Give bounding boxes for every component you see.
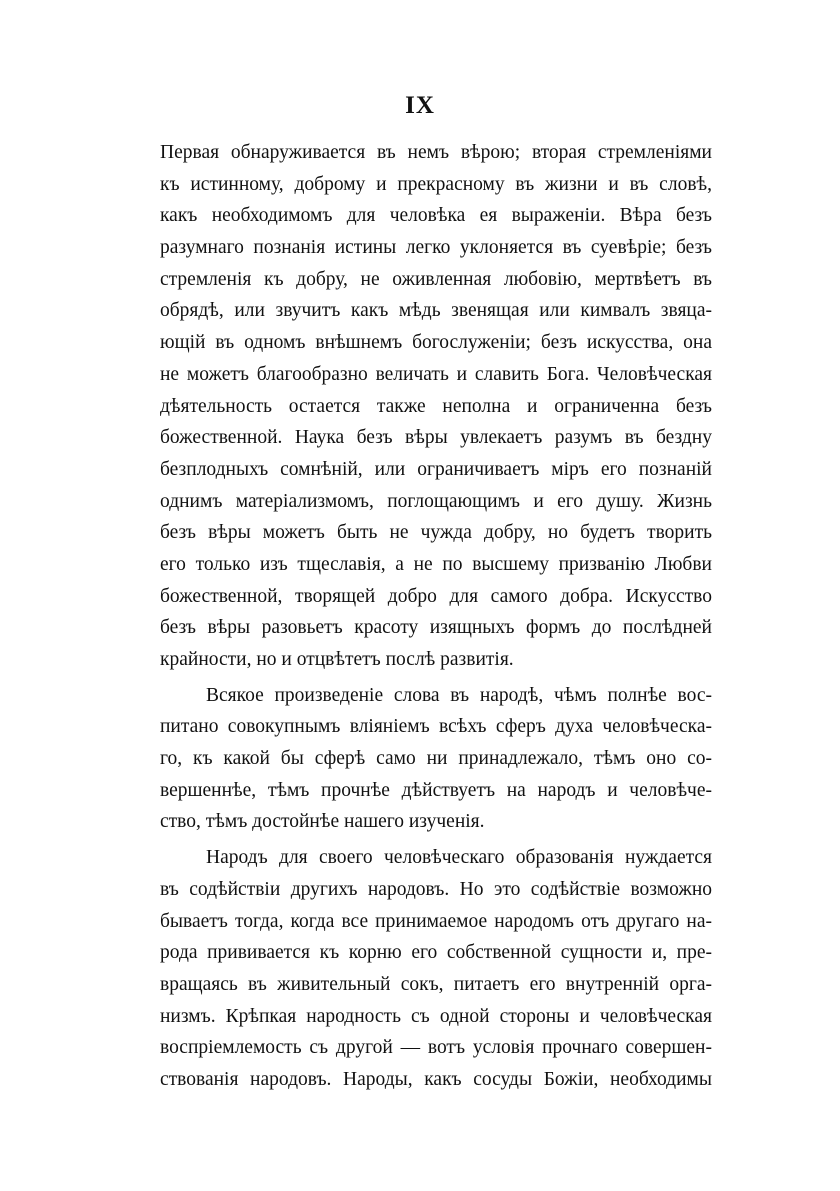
text-line: Всякое произведеніе слова въ народѣ, чѣмъ полнѣе вос- bbox=[206, 684, 712, 706]
paragraph-1 bbox=[160, 137, 712, 676]
paragraph-3 bbox=[160, 842, 712, 1096]
text-line: божественной. Наука безъ вѣры увлекаетъ разумъ въ бездну bbox=[160, 427, 712, 449]
text-line: го, къ какой бы сферѣ само ни принадлежало, тѣмъ оно со- bbox=[160, 748, 712, 770]
text-line: однимъ матеріализмомъ, поглощающимъ и его душу. Жизнь bbox=[160, 490, 712, 512]
text-line: безплодныхъ сомнѣній, или ограничиваетъ міръ его познаній bbox=[160, 458, 712, 480]
text-line: обрядѣ, или звучитъ какъ мѣдь звенящая или кимвалъ звяца- bbox=[160, 300, 712, 322]
text-line: безъ вѣры разовьетъ красоту изящныхъ формъ до послѣдней bbox=[160, 617, 712, 639]
text-line: вращаясь въ живительный сокъ, питаетъ его внутренній орга- bbox=[160, 973, 712, 995]
text-line: какъ необходимомъ для человѣка ея выраженіи. Вѣра безъ bbox=[160, 205, 712, 227]
text-line: ство, тѣмъ достойнѣе нашего изученія. bbox=[160, 811, 485, 833]
text-line: воспріемлемость съ другой — вотъ условія прочнаго совершен- bbox=[160, 1037, 712, 1059]
text-line: Первая обнаруживается въ немъ вѣрою; вторая стремленіями bbox=[160, 142, 712, 163]
text-line: его только изъ тщеславія, а не по высшему призванію Любви bbox=[160, 553, 712, 575]
text-line: дѣятельность остается также неполна и ограниченна безъ bbox=[160, 395, 712, 417]
text-line: вершеннѣе, тѣмъ прочнѣе дѣйствуетъ на народъ и человѣче- bbox=[160, 779, 712, 801]
text-line: питано совокупнымъ вліяніемъ всѣхъ сферъ духа человѣческа- bbox=[160, 716, 712, 738]
text-line: низмъ. Крѣпкая народность съ одной стороны и человѣческая bbox=[160, 1005, 712, 1027]
text-line: ющій въ одномъ внѣшнемъ богослуженіи; безъ искусства, она bbox=[160, 332, 712, 354]
text-line: ствованія народовъ. Народы, какъ сосуды Божіи, необходимы bbox=[160, 1068, 712, 1090]
text-line: бываетъ тогда, когда все принимаемое народомъ отъ другаго на- bbox=[160, 910, 712, 932]
text-line: въ содѣйствіи другихъ народовъ. Но это содѣйствіе возможно bbox=[160, 878, 712, 900]
text-line: не можетъ благообразно величать и славить Бога. Человѣческая bbox=[160, 363, 712, 385]
text-line: къ истинному, доброму и прекрасному въ жизни и въ словѣ, bbox=[160, 173, 712, 195]
text-line: рода прививается къ корню его собственной сущности и, пре- bbox=[160, 942, 712, 964]
paragraph-2 bbox=[160, 680, 712, 838]
text-line: стремленія къ добру, не оживленная любовію, мертвѣетъ въ bbox=[160, 268, 712, 290]
page-number: IX bbox=[405, 92, 435, 119]
body-text bbox=[160, 137, 712, 1096]
text-line: разумнаго познанія истины легко уклоняется въ суевѣріе; безъ bbox=[160, 237, 712, 259]
text-line: безъ вѣры можетъ быть не чужда добру, но будетъ творить bbox=[160, 522, 712, 544]
text-line: крайности, но и отцвѣтетъ послѣ развитія. bbox=[160, 649, 514, 670]
text-line: Народъ для своего человѣческаго образованія нуждается bbox=[206, 847, 712, 869]
text-line: божественной, творящей добро для самого добра. Искусство bbox=[160, 585, 712, 607]
